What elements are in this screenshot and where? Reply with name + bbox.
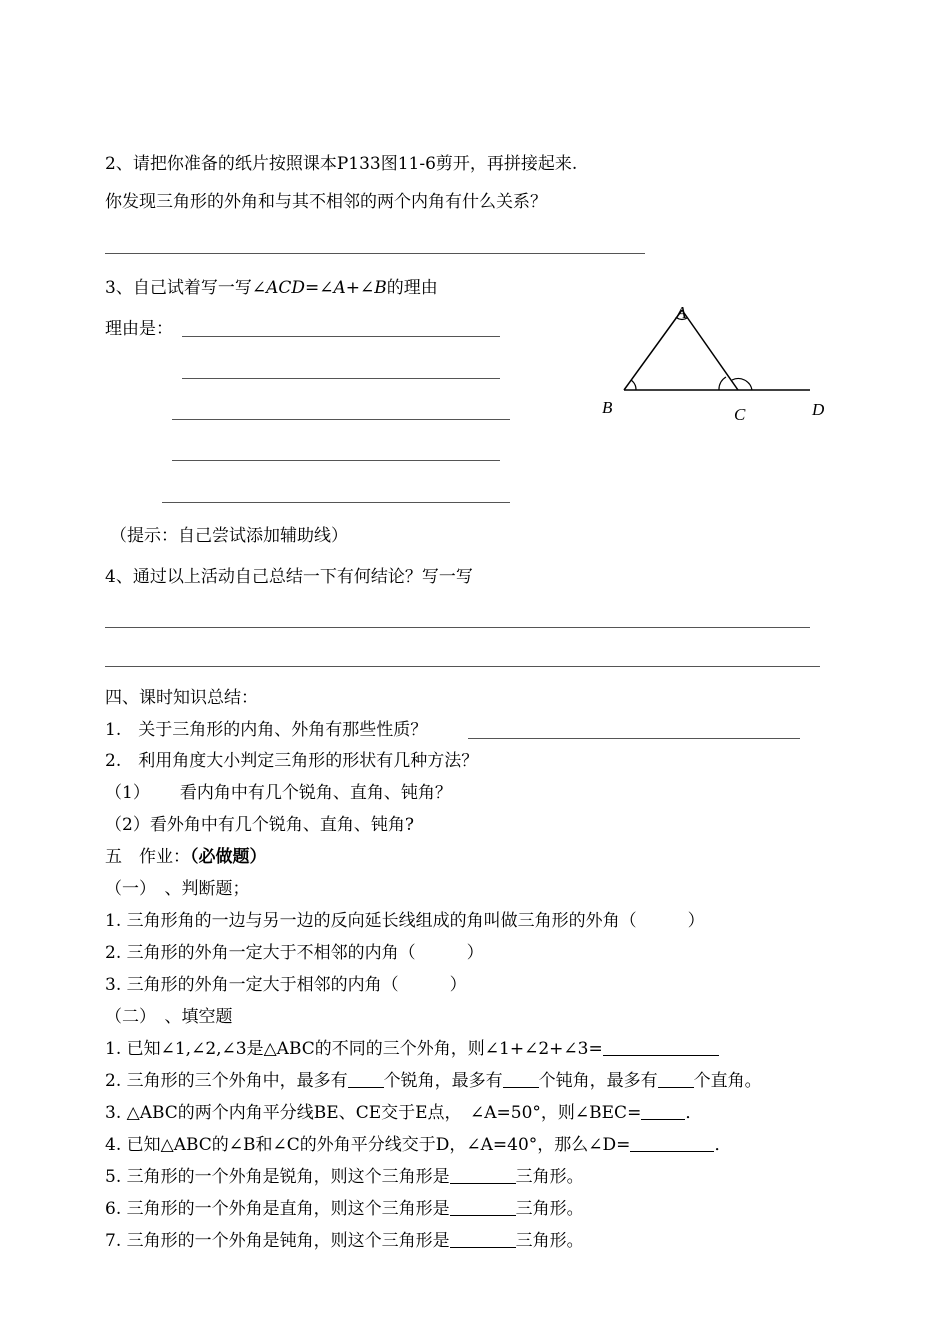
- summary-item-2: 2. 利用角度大小判定三角形的形状有几种方法？: [105, 751, 479, 771]
- q3-suffix: 的理由: [386, 278, 438, 298]
- true-false-item-3: 3. 三角形的外角一定大于相邻的内角（ ）: [105, 975, 467, 995]
- fill-1-blank[interactable]: [603, 1039, 719, 1056]
- question-4: 4、通过以上活动自己总结一下有何结论？写一写: [105, 567, 473, 587]
- fill-3-blank[interactable]: [641, 1103, 685, 1120]
- q3-plus: +∠: [345, 278, 375, 298]
- fill-6-blank[interactable]: [450, 1199, 516, 1216]
- vertex-label-a: A: [676, 303, 687, 322]
- q3-acd: ACD: [266, 278, 305, 298]
- fill-2-text-d: 个直角。: [693, 1071, 762, 1091]
- fill-5-blank[interactable]: [450, 1167, 516, 1184]
- fill-6-text-b: 三角形。: [515, 1199, 584, 1219]
- summary-sub-1-text: 看内角中有几个锐角、直角、钝角？: [179, 783, 452, 803]
- fill-2-blank-right[interactable]: [658, 1071, 694, 1088]
- fill-item-1: [105, 1039, 719, 1059]
- fill-3-text-a: 3. △ABC的两个内角平分线BE、CE交于E点， ∠A=50°，则∠BEC=: [105, 1103, 642, 1123]
- reason-line-2: [182, 378, 500, 379]
- q3-eq: =∠: [304, 278, 334, 298]
- reason-label: 理由是：: [105, 319, 173, 339]
- answer-line-q4-2: [105, 666, 820, 667]
- summary-sub-2: （2）看外角中有几个锐角、直角、钝角?: [105, 815, 414, 835]
- reason-line-1: [182, 336, 500, 337]
- fill-5-text-b: 三角形。: [515, 1167, 584, 1187]
- summary-heading: 四、课时知识总结：: [105, 688, 258, 708]
- fill-7-blank[interactable]: [450, 1231, 516, 1248]
- summary-sub-1: [105, 783, 452, 803]
- fill-blank-heading: （二） 、填空题: [105, 1007, 233, 1027]
- fill-7-text-b: 三角形。: [515, 1231, 584, 1251]
- summary-item-1: 1. 关于三角形的内角、外角有那些性质？: [105, 720, 428, 740]
- reason-line-5: [162, 502, 510, 503]
- fill-7-text-a: 7. 三角形的一个外角是钝角，则这个三角形是: [105, 1231, 450, 1251]
- fill-item-4: [105, 1135, 731, 1155]
- q3-b: B: [374, 278, 387, 298]
- question-3: [105, 278, 438, 298]
- homework-heading-required: （必做题）: [190, 847, 267, 867]
- vertex-label-b: B: [602, 398, 613, 417]
- fill-6-text-a: 6. 三角形的一个外角是直角，则这个三角形是: [105, 1199, 450, 1219]
- fill-4-text-b: ．: [714, 1135, 732, 1155]
- fill-3-text-b: ．: [685, 1103, 703, 1123]
- angle-acb-arc: [719, 377, 726, 390]
- fill-2-text-b: 个锐角，最多有: [383, 1071, 503, 1091]
- true-false-item-2: 2. 三角形的外角一定大于不相邻的内角（ ）: [105, 943, 484, 963]
- question-2-line-2: 你发现三角形的外角和与其不相邻的两个内角有什么关系？: [105, 192, 547, 212]
- fill-item-2: [105, 1071, 762, 1091]
- angle-acd-arc: [732, 379, 752, 390]
- fill-2-blank-acute[interactable]: [348, 1071, 384, 1088]
- summary-item-1-line: [468, 738, 800, 739]
- angle-b-arc: [631, 380, 636, 390]
- reason-line-3: [172, 419, 510, 420]
- fill-item-5: [105, 1167, 584, 1187]
- side-ac: [682, 310, 738, 390]
- q3-prefix: 3、自己试着写一写∠: [105, 278, 267, 298]
- fill-5-text-a: 5. 三角形的一个外角是锐角，则这个三角形是: [105, 1167, 450, 1187]
- true-false-item-1: 1. 三角形角的一边与另一边的反向延长线组成的角叫做三角形的外角（ ）: [105, 911, 705, 931]
- fill-item-3: [105, 1103, 702, 1123]
- vertex-label-c: C: [734, 405, 746, 424]
- fill-1-text: 1. 已知∠1,∠2,∠3是△ABC的不同的三个外角，则∠1+∠2+∠3=: [105, 1039, 603, 1059]
- fill-4-blank[interactable]: [630, 1135, 714, 1152]
- fill-2-text-c: 个钝角，最多有: [538, 1071, 658, 1091]
- fill-2-blank-obtuse[interactable]: [503, 1071, 539, 1088]
- summary-sub-1-num: （1）: [105, 783, 150, 803]
- fill-item-6: [105, 1199, 584, 1219]
- fill-2-text-a: 2. 三角形的三个外角中，最多有: [105, 1071, 348, 1091]
- answer-line-q4-1: [105, 627, 810, 628]
- q3-a: A: [333, 278, 346, 298]
- triangle-figure: [590, 298, 840, 428]
- homework-heading-prefix: 五 作业：: [105, 847, 190, 867]
- side-ab: [624, 310, 682, 390]
- true-false-heading: （一） 、判断题；: [105, 879, 250, 899]
- homework-heading: [105, 847, 267, 867]
- fill-item-7: [105, 1231, 584, 1251]
- reason-line-4: [172, 460, 500, 461]
- fill-4-text-a: 4. 已知△ABC的∠B和∠C的外角平分线交于D，∠A=40°，那么∠D=: [105, 1135, 631, 1155]
- vertex-label-d: D: [812, 400, 825, 419]
- question-2-line-1: 2、请把你准备的纸片按照课本P133图11-6剪开，再拼接起来.: [105, 154, 578, 174]
- hint-text: （提示：自己尝试添加辅助线）: [110, 526, 348, 546]
- answer-line-q2: [105, 253, 645, 254]
